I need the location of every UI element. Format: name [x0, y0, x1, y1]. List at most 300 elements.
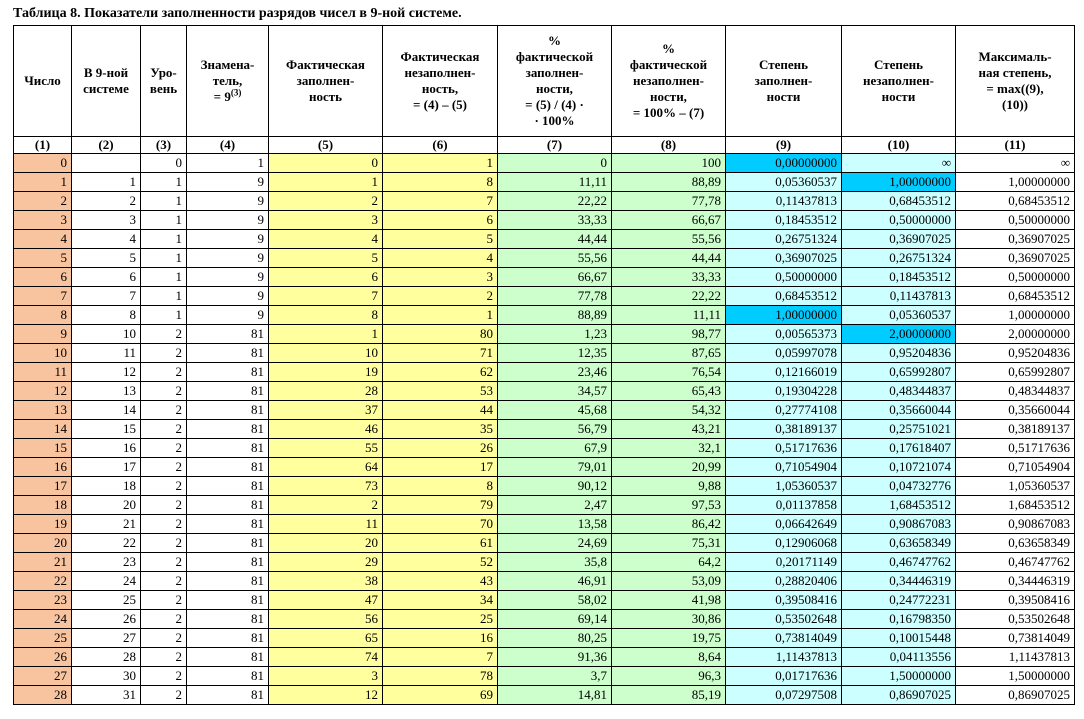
cell-col-5: 73	[269, 477, 383, 496]
cell-col-8: 98,77	[612, 325, 726, 344]
cell-col-1: 9	[14, 325, 72, 344]
cell-col-9: 0,73814049	[726, 629, 842, 648]
table-head	[14, 26, 1075, 154]
cell-col-5: 11	[269, 515, 383, 534]
table-row	[14, 591, 1075, 610]
cell-col-4: 81	[187, 534, 269, 553]
cell-col-7: 11,11	[498, 173, 612, 192]
cell-col-4: 9	[187, 230, 269, 249]
cell-col-3: 2	[141, 439, 187, 458]
cell-col-8: 75,31	[612, 534, 726, 553]
cell-col-8: 76,54	[612, 363, 726, 382]
cell-col-3: 2	[141, 515, 187, 534]
cell-col-4: 81	[187, 496, 269, 515]
cell-col-9: 0,27774108	[726, 401, 842, 420]
header-line: заполнен-	[754, 73, 813, 88]
cell-col-10: 0,10015448	[842, 629, 956, 648]
cell-col-2	[72, 154, 141, 173]
cell-col-7: 58,02	[498, 591, 612, 610]
cell-col-9: 0,53502648	[726, 610, 842, 629]
column-number: (2)	[72, 137, 141, 154]
cell-col-11: 0,48344837	[956, 382, 1075, 401]
header-line: %	[548, 33, 561, 48]
cell-col-6: 7	[383, 192, 498, 211]
cell-col-6: 52	[383, 553, 498, 572]
cell-col-11: 1,00000000	[956, 306, 1075, 325]
cell-col-6: 80	[383, 325, 498, 344]
cell-col-2: 31	[72, 686, 141, 705]
header-line: Степень	[874, 57, 923, 72]
cell-col-2: 8	[72, 306, 141, 325]
cell-col-11: 0,38189137	[956, 420, 1075, 439]
table-caption: Таблица 8. Показатели заполненности разрядов чисел в 9-ной системе.	[13, 6, 462, 21]
cell-col-3: 2	[141, 610, 187, 629]
cell-col-4: 81	[187, 401, 269, 420]
cell-col-1: 27	[14, 667, 72, 686]
header-line: В 9-ной	[83, 65, 129, 80]
cell-col-3: 1	[141, 306, 187, 325]
cell-col-1: 28	[14, 686, 72, 705]
cell-col-9: 0,18453512	[726, 211, 842, 230]
cell-col-4: 9	[187, 287, 269, 306]
cell-col-5: 10	[269, 344, 383, 363]
cell-col-9: 0,36907025	[726, 249, 842, 268]
column-header-7	[498, 26, 612, 137]
cell-col-10: 0,25751021	[842, 420, 956, 439]
cell-col-8: 66,67	[612, 211, 726, 230]
cell-col-1: 7	[14, 287, 72, 306]
cell-col-8: 20,99	[612, 458, 726, 477]
cell-col-11: 1,05360537	[956, 477, 1075, 496]
cell-col-5: 8	[269, 306, 383, 325]
header-line: незаполнен-	[404, 65, 476, 80]
header-line: Уро-	[150, 65, 177, 80]
cell-col-11: 0,35660044	[956, 401, 1075, 420]
cell-col-11: 0,50000000	[956, 268, 1075, 287]
cell-col-6: 4	[383, 249, 498, 268]
cell-col-4: 9	[187, 268, 269, 287]
cell-col-5: 56	[269, 610, 383, 629]
cell-col-3: 0	[141, 154, 187, 173]
cell-col-10: 0,11437813	[842, 287, 956, 306]
cell-col-4: 81	[187, 686, 269, 705]
cell-col-7: 1,23	[498, 325, 612, 344]
cell-col-2: 22	[72, 534, 141, 553]
cell-col-9: 0,07297508	[726, 686, 842, 705]
cell-col-5: 65	[269, 629, 383, 648]
header-line: фактической	[515, 49, 594, 64]
cell-col-4: 81	[187, 458, 269, 477]
column-number: (1)	[14, 137, 72, 154]
data-table	[13, 25, 1075, 705]
cell-col-2: 5	[72, 249, 141, 268]
table-row	[14, 477, 1075, 496]
cell-col-6: 79	[383, 496, 498, 515]
cell-col-5: 1	[269, 325, 383, 344]
cell-col-4: 81	[187, 572, 269, 591]
header-line: = (5) / (4) ·	[525, 97, 584, 112]
column-header-1	[14, 26, 72, 137]
table-row	[14, 401, 1075, 420]
cell-col-3: 2	[141, 477, 187, 496]
cell-col-4: 9	[187, 211, 269, 230]
cell-col-7: 88,89	[498, 306, 612, 325]
cell-col-5: 28	[269, 382, 383, 401]
cell-col-6: 16	[383, 629, 498, 648]
header-line: ности,	[536, 81, 573, 96]
cell-col-6: 17	[383, 458, 498, 477]
cell-col-1: 1	[14, 173, 72, 192]
table-row	[14, 515, 1075, 534]
cell-col-3: 1	[141, 249, 187, 268]
cell-col-10: 0,65992807	[842, 363, 956, 382]
header-line: = 100% – (7)	[632, 105, 705, 120]
cell-col-3: 2	[141, 344, 187, 363]
cell-col-1: 13	[14, 401, 72, 420]
cell-col-11: 0,95204836	[956, 344, 1075, 363]
cell-col-11: 0,63658349	[956, 534, 1075, 553]
cell-col-6: 3	[383, 268, 498, 287]
cell-col-6: 8	[383, 477, 498, 496]
table-row	[14, 325, 1075, 344]
column-header-9	[726, 26, 842, 137]
cell-col-10: 1,50000000	[842, 667, 956, 686]
cell-col-9: 0,12166019	[726, 363, 842, 382]
cell-col-2: 26	[72, 610, 141, 629]
cell-col-11: 2,00000000	[956, 325, 1075, 344]
cell-col-7: 44,44	[498, 230, 612, 249]
cell-col-7: 56,79	[498, 420, 612, 439]
column-number: (3)	[141, 137, 187, 154]
header-line: тель,	[212, 73, 243, 88]
cell-col-10: 0,36907025	[842, 230, 956, 249]
table-row	[14, 496, 1075, 515]
cell-col-7: 79,01	[498, 458, 612, 477]
table-row	[14, 249, 1075, 268]
cell-col-5: 55	[269, 439, 383, 458]
cell-col-9: 0,06642649	[726, 515, 842, 534]
column-header-5	[269, 26, 383, 137]
table-row	[14, 154, 1075, 173]
cell-col-8: 65,43	[612, 382, 726, 401]
header-line: системе	[83, 81, 129, 96]
cell-col-9: 0,01717636	[726, 667, 842, 686]
cell-col-10: 0,50000000	[842, 211, 956, 230]
cell-col-11: 0,39508416	[956, 591, 1075, 610]
cell-col-2: 17	[72, 458, 141, 477]
cell-col-3: 2	[141, 534, 187, 553]
cell-col-9: 0,71054904	[726, 458, 842, 477]
cell-col-2: 20	[72, 496, 141, 515]
cell-col-3: 2	[141, 363, 187, 382]
column-number: (10)	[842, 137, 956, 154]
cell-col-2: 1	[72, 173, 141, 192]
cell-col-2: 24	[72, 572, 141, 591]
cell-col-9: 0,05360537	[726, 173, 842, 192]
cell-col-11: 0,90867083	[956, 515, 1075, 534]
cell-col-2: 12	[72, 363, 141, 382]
cell-col-1: 0	[14, 154, 72, 173]
cell-col-3: 2	[141, 591, 187, 610]
cell-col-9: 1,11437813	[726, 648, 842, 667]
cell-col-6: 35	[383, 420, 498, 439]
cell-col-1: 5	[14, 249, 72, 268]
cell-col-4: 9	[187, 192, 269, 211]
cell-col-5: 12	[269, 686, 383, 705]
cell-col-9: 0,38189137	[726, 420, 842, 439]
cell-col-2: 15	[72, 420, 141, 439]
header-line: Число	[24, 73, 61, 88]
cell-col-7: 55,56	[498, 249, 612, 268]
cell-col-1: 12	[14, 382, 72, 401]
table-row	[14, 268, 1075, 287]
cell-col-10: 0,35660044	[842, 401, 956, 420]
cell-col-4: 1	[187, 154, 269, 173]
cell-col-11: 0,68453512	[956, 192, 1075, 211]
cell-col-11: 0,51717636	[956, 439, 1075, 458]
cell-col-4: 81	[187, 553, 269, 572]
cell-col-9: 0,19304228	[726, 382, 842, 401]
cell-col-6: 69	[383, 686, 498, 705]
cell-col-5: 2	[269, 192, 383, 211]
header-line: = max((9),	[986, 81, 1044, 96]
cell-col-5: 1	[269, 173, 383, 192]
header-line: ная степень,	[978, 65, 1052, 80]
header-line: ности	[881, 89, 916, 104]
header-line: %	[662, 41, 675, 56]
cell-col-8: 85,19	[612, 686, 726, 705]
header-line: = (4) – (5)	[413, 97, 467, 112]
cell-col-9: 0,28820406	[726, 572, 842, 591]
cell-col-4: 81	[187, 515, 269, 534]
cell-col-8: 32,1	[612, 439, 726, 458]
cell-col-4: 81	[187, 344, 269, 363]
cell-col-11: 0,53502648	[956, 610, 1075, 629]
cell-col-10: 1,68453512	[842, 496, 956, 515]
cell-col-3: 2	[141, 629, 187, 648]
table-row	[14, 629, 1075, 648]
cell-col-1: 8	[14, 306, 72, 325]
table-row	[14, 439, 1075, 458]
cell-col-9: 0,50000000	[726, 268, 842, 287]
cell-col-2: 4	[72, 230, 141, 249]
cell-col-4: 9	[187, 173, 269, 192]
header-line: фактической	[629, 57, 708, 72]
header-line: заполнен-	[525, 65, 584, 80]
cell-col-5: 64	[269, 458, 383, 477]
header-line: незаполнен-	[862, 73, 934, 88]
cell-col-10: ∞	[842, 154, 956, 173]
column-header-2	[72, 26, 141, 137]
cell-col-8: 87,65	[612, 344, 726, 363]
header-line: (10))	[1002, 97, 1028, 112]
cell-col-10: 0,34446319	[842, 572, 956, 591]
cell-col-7: 46,91	[498, 572, 612, 591]
cell-col-2: 14	[72, 401, 141, 420]
cell-col-7: 77,78	[498, 287, 612, 306]
cell-col-10: 0,18453512	[842, 268, 956, 287]
cell-col-9: 0,51717636	[726, 439, 842, 458]
cell-col-11: 1,00000000	[956, 173, 1075, 192]
cell-col-5: 3	[269, 667, 383, 686]
cell-col-9: 0,12906068	[726, 534, 842, 553]
cell-col-3: 1	[141, 211, 187, 230]
cell-col-5: 47	[269, 591, 383, 610]
cell-col-3: 2	[141, 401, 187, 420]
cell-col-10: 0,68453512	[842, 192, 956, 211]
cell-col-2: 2	[72, 192, 141, 211]
cell-col-4: 81	[187, 477, 269, 496]
cell-col-3: 1	[141, 268, 187, 287]
cell-col-5: 4	[269, 230, 383, 249]
cell-col-2: 7	[72, 287, 141, 306]
cell-col-6: 8	[383, 173, 498, 192]
cell-col-11: 1,50000000	[956, 667, 1075, 686]
header-line: Знамена-	[200, 57, 255, 72]
cell-col-5: 7	[269, 287, 383, 306]
cell-col-5: 37	[269, 401, 383, 420]
cell-col-3: 2	[141, 648, 187, 667]
table-row	[14, 344, 1075, 363]
table-row	[14, 173, 1075, 192]
cell-col-11: 0,68453512	[956, 287, 1075, 306]
cell-col-4: 81	[187, 591, 269, 610]
table-row	[14, 610, 1075, 629]
cell-col-7: 12,35	[498, 344, 612, 363]
cell-col-4: 81	[187, 420, 269, 439]
cell-col-5: 6	[269, 268, 383, 287]
column-header-10	[842, 26, 956, 137]
cell-col-1: 2	[14, 192, 72, 211]
header-line: Фактическая	[400, 49, 480, 64]
column-number: (8)	[612, 137, 726, 154]
table-row	[14, 553, 1075, 572]
cell-col-7: 80,25	[498, 629, 612, 648]
cell-col-7: 34,57	[498, 382, 612, 401]
header-line: незаполнен-	[632, 73, 704, 88]
cell-col-4: 9	[187, 306, 269, 325]
cell-col-3: 2	[141, 553, 187, 572]
column-header-11	[956, 26, 1075, 137]
cell-col-8: 53,09	[612, 572, 726, 591]
cell-col-4: 81	[187, 439, 269, 458]
cell-col-4: 81	[187, 325, 269, 344]
cell-col-6: 71	[383, 344, 498, 363]
cell-col-9: 0,00000000	[726, 154, 842, 173]
cell-col-4: 81	[187, 667, 269, 686]
cell-col-5: 38	[269, 572, 383, 591]
cell-col-10: 0,46747762	[842, 553, 956, 572]
cell-col-6: 1	[383, 154, 498, 173]
cell-col-10: 0,05360537	[842, 306, 956, 325]
header-line: ности	[766, 89, 801, 104]
cell-col-2: 28	[72, 648, 141, 667]
table-row	[14, 363, 1075, 382]
cell-col-7: 23,46	[498, 363, 612, 382]
cell-col-11: ∞	[956, 154, 1075, 173]
cell-col-2: 21	[72, 515, 141, 534]
cell-col-3: 1	[141, 287, 187, 306]
cell-col-3: 2	[141, 496, 187, 515]
cell-col-4: 81	[187, 610, 269, 629]
table-row	[14, 667, 1075, 686]
table-row	[14, 192, 1075, 211]
table-row	[14, 420, 1075, 439]
cell-col-11: 0,71054904	[956, 458, 1075, 477]
cell-col-2: 11	[72, 344, 141, 363]
cell-col-7: 3,7	[498, 667, 612, 686]
cell-col-10: 1,00000000	[842, 173, 956, 192]
cell-col-6: 1	[383, 306, 498, 325]
header-line: Фактическая	[286, 57, 365, 72]
cell-col-7: 66,67	[498, 268, 612, 287]
cell-col-11: 0,65992807	[956, 363, 1075, 382]
table-row	[14, 648, 1075, 667]
cell-col-11: 0,50000000	[956, 211, 1075, 230]
cell-col-10: 0,86907025	[842, 686, 956, 705]
cell-col-10: 0,17618407	[842, 439, 956, 458]
cell-col-7: 67,9	[498, 439, 612, 458]
cell-col-10: 0,48344837	[842, 382, 956, 401]
cell-col-3: 2	[141, 667, 187, 686]
cell-col-11: 1,11437813	[956, 648, 1075, 667]
cell-col-8: 55,56	[612, 230, 726, 249]
cell-col-10: 2,00000000	[842, 325, 956, 344]
cell-col-6: 25	[383, 610, 498, 629]
cell-col-2: 6	[72, 268, 141, 287]
cell-col-6: 62	[383, 363, 498, 382]
cell-col-5: 2	[269, 496, 383, 515]
header-line: ность,	[421, 81, 459, 96]
cell-col-8: 8,64	[612, 648, 726, 667]
cell-col-4: 81	[187, 382, 269, 401]
cell-col-1: 23	[14, 591, 72, 610]
cell-col-10: 0,90867083	[842, 515, 956, 534]
cell-col-7: 35,8	[498, 553, 612, 572]
cell-col-8: 88,89	[612, 173, 726, 192]
cell-col-10: 0,24772231	[842, 591, 956, 610]
table-row	[14, 230, 1075, 249]
column-number: (7)	[498, 137, 612, 154]
column-number: (9)	[726, 137, 842, 154]
cell-col-3: 1	[141, 192, 187, 211]
cell-col-5: 20	[269, 534, 383, 553]
table-row	[14, 534, 1075, 553]
cell-col-11: 0,86907025	[956, 686, 1075, 705]
cell-col-10: 0,16798350	[842, 610, 956, 629]
cell-col-7: 91,36	[498, 648, 612, 667]
cell-col-6: 43	[383, 572, 498, 591]
cell-col-9: 1,05360537	[726, 477, 842, 496]
column-header-4	[187, 26, 269, 137]
cell-col-3: 2	[141, 458, 187, 477]
cell-col-10: 0,10721074	[842, 458, 956, 477]
cell-col-2: 30	[72, 667, 141, 686]
table-row	[14, 287, 1075, 306]
cell-col-1: 18	[14, 496, 72, 515]
cell-col-11: 0,34446319	[956, 572, 1075, 591]
cell-col-5: 74	[269, 648, 383, 667]
cell-col-8: 19,75	[612, 629, 726, 648]
cell-col-9: 0,20171149	[726, 553, 842, 572]
cell-col-8: 43,21	[612, 420, 726, 439]
cell-col-4: 81	[187, 363, 269, 382]
cell-col-1: 19	[14, 515, 72, 534]
cell-col-1: 22	[14, 572, 72, 591]
cell-col-2: 18	[72, 477, 141, 496]
cell-col-8: 11,11	[612, 306, 726, 325]
cell-col-8: 96,3	[612, 667, 726, 686]
